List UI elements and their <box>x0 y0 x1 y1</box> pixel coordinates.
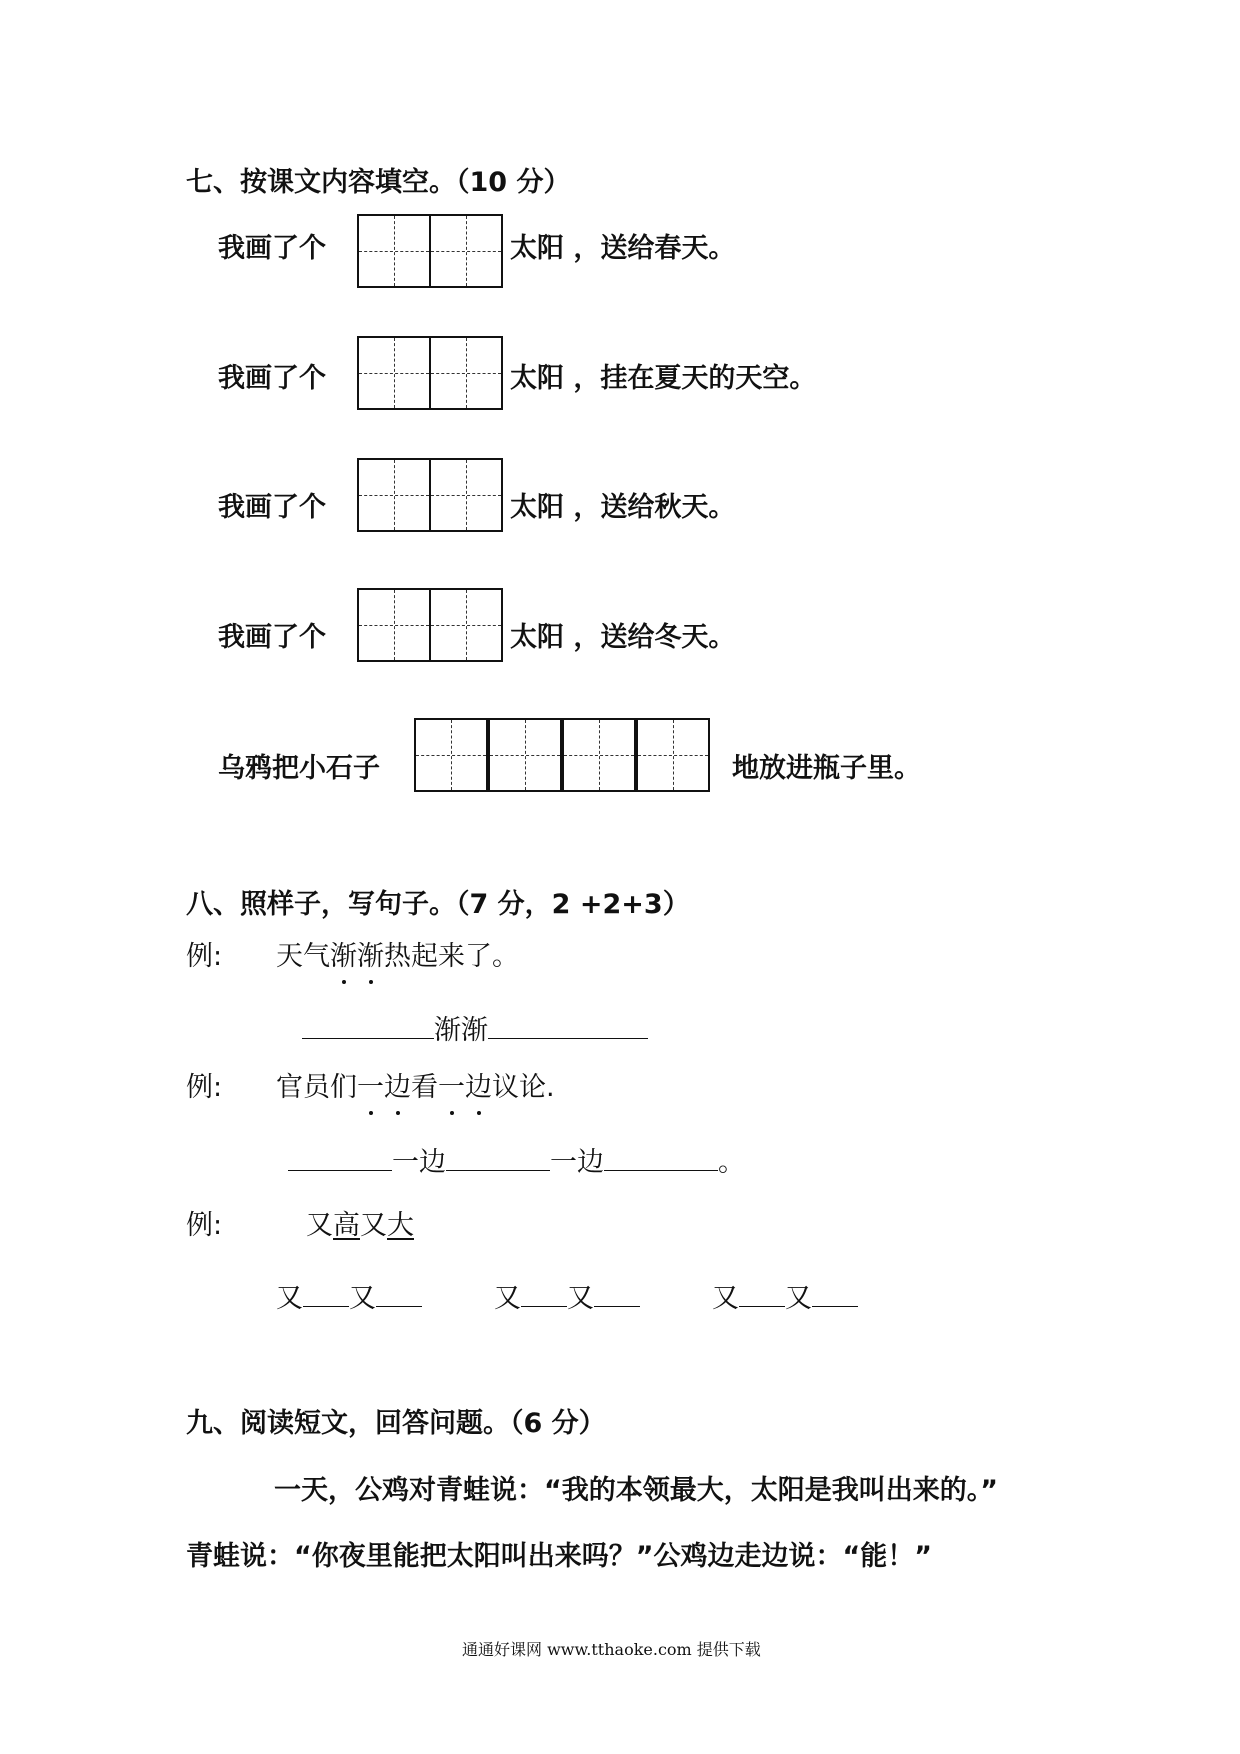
fill-3-you: 又 <box>712 1283 739 1314</box>
blank[interactable] <box>812 1278 858 1307</box>
example-2-dotted-word-1: 一边 <box>357 1071 411 1105</box>
fill-3-you: 又 <box>567 1283 594 1314</box>
sun-line-4-suffix: 太阳 ，送给冬天。 <box>510 622 736 653</box>
blank[interactable] <box>302 1010 434 1039</box>
example-1-sentence <box>276 940 519 974</box>
fill-2-word-2: 一边 <box>550 1147 604 1178</box>
sun-line-3-prefix: 我画了个 <box>218 492 326 523</box>
example-label-2: 例: <box>186 1072 223 1103</box>
char-box[interactable] <box>357 458 431 532</box>
blank[interactable] <box>488 1010 648 1039</box>
example-3-gao: 高 <box>333 1210 360 1241</box>
blank[interactable] <box>446 1142 550 1171</box>
sun-line-1-prefix: 我画了个 <box>218 233 326 264</box>
sun-line-2-suffix: 太阳 ，挂在夏天的天空。 <box>510 363 817 394</box>
fill-3-you: 又 <box>276 1283 303 1314</box>
char-box[interactable] <box>429 588 503 662</box>
example-1-after: 热起来了。 <box>384 941 519 972</box>
blank[interactable] <box>303 1278 349 1307</box>
example-2-after: 议论. <box>492 1072 555 1103</box>
example-3-da: 大 <box>387 1210 414 1241</box>
example-2-dotted-word-2: 一边 <box>438 1071 492 1105</box>
blank[interactable] <box>604 1142 718 1171</box>
char-box[interactable] <box>357 336 431 410</box>
char-box[interactable] <box>488 718 562 792</box>
fill-line-3 <box>276 1278 858 1316</box>
example-2-sentence <box>276 1071 555 1105</box>
section-8-title: 八、照样子，写句子。（7 分，2 +2+3） <box>186 889 690 920</box>
fill-3-you: 又 <box>494 1283 521 1314</box>
passage-line-1: 一天，公鸡对青蛙说：“我的本领最大，太阳是我叫出来的。” <box>274 1475 998 1506</box>
example-3-you-2: 又 <box>360 1210 387 1241</box>
example-label-3: 例: <box>186 1210 223 1241</box>
blank[interactable] <box>376 1278 422 1307</box>
footer-source: 通通好课网 www.tthaoke.com 提供下载 <box>462 1640 761 1659</box>
section-7-title: 七、按课文内容填空。（10 分） <box>186 167 571 198</box>
fill-1-word: 渐渐 <box>434 1015 488 1046</box>
example-3-you-1: 又 <box>306 1210 333 1241</box>
example-2-mid: 看 <box>411 1072 438 1103</box>
sun-line-1-suffix: 太阳 ，送给春天。 <box>510 233 736 264</box>
blank[interactable] <box>594 1278 640 1307</box>
example-1-dotted-word: 渐渐 <box>330 940 384 974</box>
passage-line-2: 青蛙说：“你夜里能把太阳叫出来吗？”公鸡边走边说：“能！” <box>186 1541 932 1572</box>
char-box[interactable] <box>562 718 636 792</box>
char-box[interactable] <box>429 458 503 532</box>
crow-line-suffix: 地放进瓶子里。 <box>732 753 921 784</box>
fill-3-you: 又 <box>349 1283 376 1314</box>
blank[interactable] <box>521 1278 567 1307</box>
fill-line-1 <box>302 1010 648 1048</box>
example-1-before: 天气 <box>276 941 330 972</box>
section-9-title: 九、阅读短文，回答问题。（6 分） <box>186 1408 606 1439</box>
blank[interactable] <box>288 1142 392 1171</box>
char-box[interactable] <box>357 588 431 662</box>
fill-3-you: 又 <box>785 1283 812 1314</box>
sun-line-4-prefix: 我画了个 <box>218 622 326 653</box>
char-box[interactable] <box>414 718 488 792</box>
example-3-phrase <box>306 1209 414 1243</box>
sun-line-3-suffix: 太阳 ，送给秋天。 <box>510 492 736 523</box>
example-2-before: 官员们 <box>276 1072 357 1103</box>
fill-2-word-1: 一边 <box>392 1147 446 1178</box>
fill-2-end: 。 <box>718 1147 745 1178</box>
crow-line-prefix: 乌鸦把小石子 <box>218 753 380 784</box>
char-box[interactable] <box>636 718 710 792</box>
example-label-1: 例: <box>186 941 223 972</box>
sun-line-2-prefix: 我画了个 <box>218 363 326 394</box>
char-box[interactable] <box>357 214 431 288</box>
fill-line-2 <box>288 1142 745 1180</box>
blank[interactable] <box>739 1278 785 1307</box>
char-box[interactable] <box>429 336 503 410</box>
char-box[interactable] <box>429 214 503 288</box>
